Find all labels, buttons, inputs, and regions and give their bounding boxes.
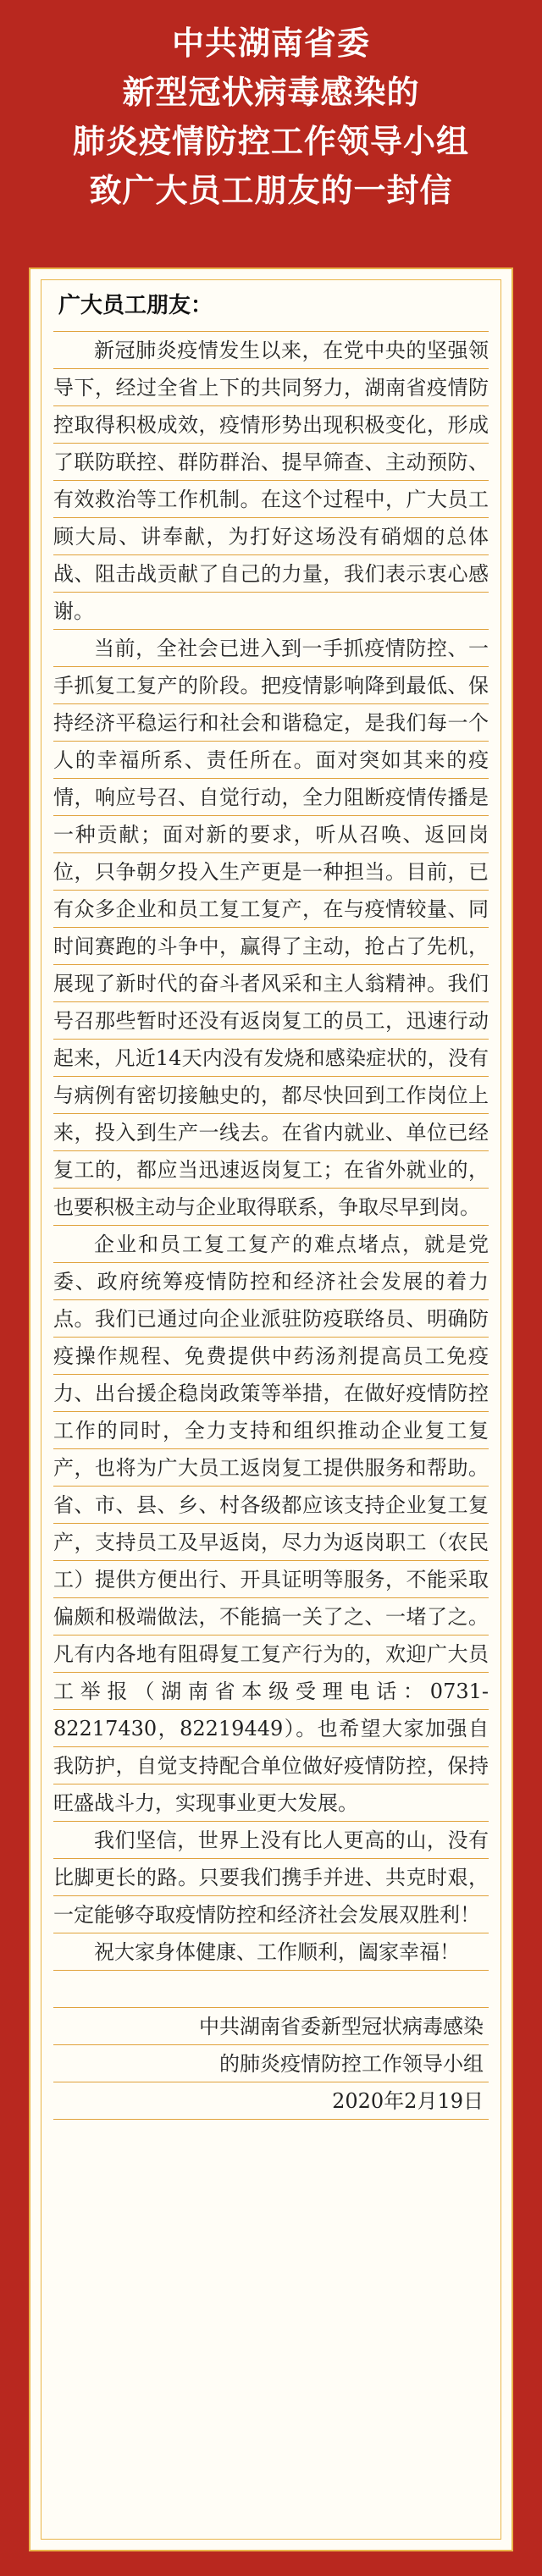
paragraph-4: 我们坚信，世界上没有比人更高的山，没有比脚更长的路。只要我们携手并进、共克时艰，一定能够夺取疫情防控和经济社会发展双胜利！ <box>53 1822 489 1933</box>
signature-line-1: 中共湖南省委新型冠状病毒感染 <box>53 2008 489 2045</box>
header-title-line-3: 肺炎疫情防控工作领导小组 <box>72 123 469 160</box>
blank-line <box>53 1971 489 2008</box>
letter-content <box>53 280 489 2120</box>
letter-inner-border <box>41 279 501 2540</box>
header-title-line-1: 中共湖南省委 <box>171 25 370 62</box>
letter-header <box>0 0 542 271</box>
paragraph-3: 企业和员工复工复产的难点堵点，就是党委、政府统筹疫情防控和经济社会发展的着力点。我们已通过向企业派驻防疫联络员、明确防疫操作规程、免费提供中药汤剂提高员工免疫力、出台援企稳岗政策等举措，在做好疫情防控工作的同时，全力支持和组织推动企业复工复产，也将为广大员工返岗复工提供服务和帮助。省、市、县、乡、村各级都应该支持企业复工复产，支持员工及早返岗，尽力为返岗职工（农民工）提供方便出行、开具证明等服务，不能采取偏颇和极端做法，不能搞一关了之、一堵了之。凡有内各地有阻碍复工复产行为的，欢迎广大员工举报（湖南省本级受理电话：0731-82217430，82219449）。也希望大家加强自我防护，自觉支持配合单位做好疫情防控，保持旺盛战斗力，实现事业更大发展。 <box>53 1226 489 1822</box>
paragraph-2: 当前，全社会已进入到一手抓疫情防控、一手抓复工复产的阶段。把疫情影响降到最低、保持经济平稳运行和社会和谐稳定，是我们每一个人的幸福所系、责任所在。面对突如其来的疫情，响应号召、自觉行动，全力阻断疫情传播是一种贡献；面对新的要求，听从召唤、返回岗位，只争朝夕投入生产更是一种担当。目前，已有众多企业和员工复工复产，在与疫情较量、同时间赛跑的斗争中，赢得了主动，抢占了先机，展现了新时代的奋斗者风采和主人翁精神。我们号召那些暂时还没有返岗复工的员工，迅速行动起来，凡近14天内没有发烧和感染症状的，没有与病例有密切接触史的，都尽快回到工作岗位上来，投入到生产一线去。在省内就业、单位已经复工的，都应当迅速返岗复工；在省外就业的，也要积极主动与企业取得联系，争取尽早到岗。 <box>53 630 489 1226</box>
header-title-line-4: 致广大员工朋友的一封信 <box>89 172 453 209</box>
header-title-line-2: 新型冠状病毒感染的 <box>122 74 420 111</box>
letter-date: 2020年2月19日 <box>53 2082 489 2120</box>
signature-line-2: 的肺炎疫情防控工作领导小组 <box>53 2045 489 2082</box>
paragraph-1: 新冠肺炎疫情发生以来，在党中央的坚强领导下，经过全省上下的共同努力，湖南省疫情防控取得积极成效，疫情形势出现积极变化，形成了联防联控、群防群治、提早筛查、主动预防、有效救治等工作机制。在这个过程中，广大员工顾大局、讲奉献，为打好这场没有硝烟的总体战、阻击战贡献了自己的力量，我们表示衷心感谢。 <box>53 332 489 630</box>
salutation: 广大员工朋友： <box>53 280 489 332</box>
letter-paper <box>29 268 513 2551</box>
paragraph-5: 祝大家身体健康、工作顺利，阖家幸福！ <box>53 1933 489 1971</box>
